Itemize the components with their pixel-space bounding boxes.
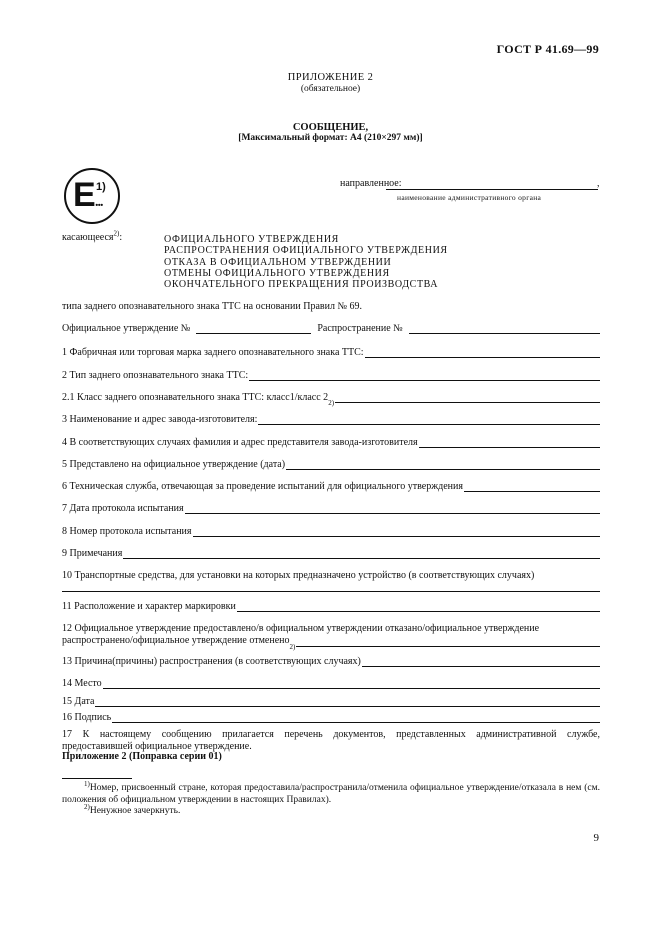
item-6: 6 Техническая служба, отвечающая за проведение испытаний для официального утверждения: [62, 481, 600, 492]
extension-no-field[interactable]: [409, 324, 600, 334]
sent-by-label: направленное:: [340, 178, 402, 189]
sent-by-field[interactable]: [386, 189, 598, 190]
option-approval[interactable]: ОФИЦИАЛЬНОГО УТВЕРЖДЕНИЯ: [164, 234, 339, 245]
item-9-field[interactable]: [123, 549, 600, 559]
approval-no-field[interactable]: [196, 324, 311, 334]
concerning-label: касающееся$^{2)}$:: [62, 229, 123, 243]
extension-no-label: Распространение №: [317, 323, 403, 334]
item-2-field[interactable]: [249, 371, 600, 381]
footnote-1: $^{1)}$Номер, присвоенный стране, которая предоставила/распространила/отменила официальное утверждение/отказала в нем (см. положения об официальном утверждении в настоящих Правилах).: [62, 779, 600, 805]
item-12-field[interactable]: [296, 637, 600, 647]
item-4: 4 В соответствующих случаях фамилия и адрес представителя завода-изготовителя: [62, 437, 600, 448]
concerning-options: [164, 234, 448, 290]
type-line: типа заднего опознавательного знака ТТС на основании Правил № 69.: [62, 301, 363, 312]
item-10-field[interactable]: [62, 591, 600, 592]
item-4-field[interactable]: [419, 438, 600, 448]
item-2: 2 Тип заднего опознавательного знака ТТС:: [62, 370, 600, 381]
option-refusal[interactable]: ОТКАЗА В ОФИЦИАЛЬНОМ УТВЕРЖДЕНИИ: [164, 256, 392, 268]
page-number: 9: [593, 832, 599, 844]
item-8-field[interactable]: [193, 527, 601, 537]
item-1: 1 Фабричная или торговая марка заднего опознавательного знака ТТС:: [62, 347, 600, 358]
annex-status: (обязательное): [300, 84, 361, 94]
option-withdrawal[interactable]: ОТМЕНЫ ОФИЦИАЛЬНОГО УТВЕРЖДЕНИЯ: [164, 267, 390, 279]
approval-mark-dots: ...: [95, 195, 103, 210]
footnote-2: $^{2)}$Ненужное зачеркнуть.: [84, 802, 181, 816]
item-10: 10 Транспортные средства, для установки на которых предназначено устройство (в соответствующих случаях): [62, 570, 535, 581]
approval-mark-icon: [64, 168, 120, 224]
option-extension[interactable]: РАСПРОСТРАНЕНИЯ ОФИЦИАЛЬНОГО УТВЕРЖДЕНИЯ: [164, 245, 448, 257]
item-15: 15 Дата: [62, 696, 600, 707]
item-13: 13 Причина(причины) распространения (в соответствующих случаях): [62, 656, 600, 667]
sent-by-note: наименование административного органа: [397, 193, 542, 202]
message-format: [Максимальный формат: А4 (210×297 мм)]: [238, 133, 423, 143]
approval-numbers-row: [62, 323, 600, 334]
approval-mark-number: 1): [96, 181, 106, 193]
message-title: СООБЩЕНИЕ,: [292, 122, 369, 133]
item-11: 11 Расположение и характер маркировки: [62, 601, 600, 612]
item-14-field[interactable]: [103, 679, 600, 689]
item-2-1-field[interactable]: [335, 393, 600, 403]
item-5: 5 Представлено на официальное утверждение (дата): [62, 459, 600, 470]
standard-code: ГОСТ Р 41.69—99: [496, 42, 599, 56]
item-7-field[interactable]: [185, 504, 600, 514]
item-3-field[interactable]: [258, 415, 600, 425]
item-15-field[interactable]: [95, 697, 600, 707]
option-production-discontinued[interactable]: ОКОНЧАТЕЛЬНОГО ПРЕКРАЩЕНИЯ ПРОИЗВОДСТВА: [164, 279, 439, 291]
item-2-1: 2.1 Класс заднего опознавательного знака ТТС: класс1/класс 2 2): [62, 392, 600, 403]
item-17: 17 К настоящему сообщению прилагается перечень документов, представленных административной службе, предоставившей официальное утверждение.: [62, 729, 600, 752]
item-11-field[interactable]: [237, 602, 600, 612]
item-3: 3 Наименование и адрес завода-изготовителя:: [62, 414, 600, 425]
item-8: 8 Номер протокола испытания: [62, 526, 600, 537]
item-12: 12 Официальное утверждение предоставлено/в официальном утверждении отказано/официальное утверждение распространено/официальное утверждение отменено 2): [62, 623, 600, 647]
item-13-field[interactable]: [362, 657, 600, 667]
item-1-field[interactable]: [365, 348, 600, 358]
footnote-rule: [62, 778, 132, 779]
item-9: 9 Примечания: [62, 548, 600, 559]
annex-title: ПРИЛОЖЕНИЕ 2: [287, 72, 374, 83]
item-14: 14 Место: [62, 678, 600, 689]
item-16-field[interactable]: [112, 713, 600, 723]
item-16: 16 Подпись: [62, 712, 600, 723]
annex-2-amendment: Приложение 2 (Поправка серии 01): [62, 751, 222, 762]
item-5-field[interactable]: [286, 460, 600, 470]
approval-no-label: Официальное утверждение №: [62, 323, 191, 334]
item-6-field[interactable]: [464, 482, 600, 492]
approval-mark-letter: E: [73, 176, 96, 214]
sent-by-comma: ,: [597, 178, 600, 189]
item-7: 7 Дата протокола испытания: [62, 503, 600, 514]
